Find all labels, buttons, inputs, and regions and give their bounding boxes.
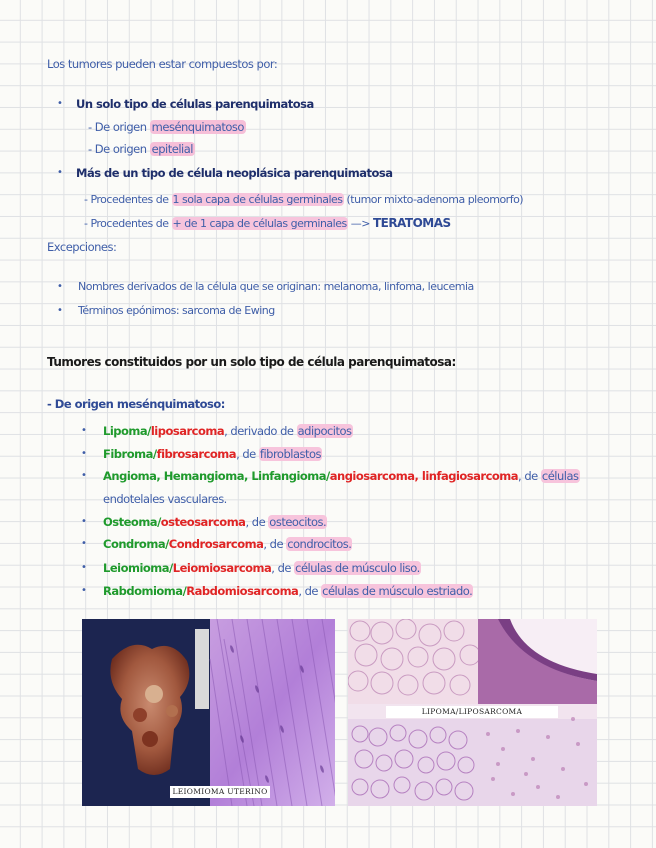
figure-caption-right: LIPOMA/LIPOSARCOMA [386,706,558,718]
tumor-origin: fibroblastos [259,447,322,461]
tumor-row [103,424,353,438]
bullet-icon: • [57,98,63,109]
list1-item2: Más de un tipo de célula neoplásica parenquimatosa [76,166,393,180]
list1-item1-sub2 [88,142,195,156]
tumor-separator: / [326,469,330,483]
tumor-benign: Fibroma [103,447,153,461]
tumor-malignant: fibrosarcoma [156,447,237,461]
tumor-separator: / [147,424,151,438]
tumor-row [103,561,421,575]
highlight-epitelial: epitelial [151,142,193,156]
tumor-malignant: Condrosarcoma [168,537,264,551]
tumor-benign: Angioma, Hemangioma, Linfangioma [103,469,327,483]
highlight-1-capa: 1 sola capa de células germinales [172,193,343,206]
highlight-mesenquimatoso: mesénquimatoso [151,120,244,134]
tumor-origin: células de músculo liso. [295,561,420,575]
tumor-origin: células de músculo estriado. [322,584,473,598]
tumor-row [103,537,352,551]
bullet-icon: • [81,538,87,549]
intro-text: Los tumores pueden estar compuestos por: [47,57,278,71]
sub-prefix: - De origen [88,120,150,134]
bullet-icon: • [57,281,63,292]
tumor-connector: , de [245,515,269,529]
bullet-icon: • [81,516,87,527]
tumor-row [103,515,327,529]
tumor-connector: , de [271,561,295,575]
tumor-separator: / [152,447,157,461]
tumor-benign: Rabdomioma [103,584,183,598]
tumor-separator: / [157,515,161,529]
tumor-benign: Lipoma [103,424,148,438]
tumor3-continuation: endotelales vasculares. [103,492,227,506]
tumor-row [103,447,322,461]
list1-item1-sub1 [88,120,246,134]
sub-prefix: - De origen [88,142,150,156]
bullet-icon: • [81,585,87,596]
arrow-text: —> [347,217,373,230]
tumor-connector: , de [263,537,287,551]
highlight-mas-1-capa: + de 1 capa de células germinales [172,217,347,230]
bullet-icon: • [81,562,87,573]
bullet-icon: • [57,167,63,178]
section-heading: Tumores constituidos por un solo tipo de célula parenquimatosa: [47,355,456,369]
tumor-malignant: angiosarcoma, linfagiosarcoma [329,469,519,483]
tumor-benign: Condroma [103,537,166,551]
bullet-icon: • [81,470,87,481]
sub-prefix: - Procedentes de [84,217,172,230]
list1-item1: Un solo tipo de células parenquimatosa [76,97,314,111]
tumor-malignant: osteosarcoma [160,515,246,529]
leiomioma-image [82,619,335,806]
tumor-row [103,584,473,598]
tumor-malignant: Rabdomiosarcoma [186,584,299,598]
teratomas-label: TERATOMAS [372,216,451,230]
tumor-connector: , de [236,447,259,461]
bullet-icon: • [81,448,87,459]
list1-item2-sub2 [84,216,451,230]
tumor-origin: adipocitos [297,424,352,438]
section-subheading: - De origen mesénquimatoso: [47,397,225,411]
tumor-benign: Leiomioma [103,561,170,575]
tumor-origin: células [541,469,579,483]
excepcion-item1: Nombres derivados de la célula que se originan: melanoma, linfoma, leucemia [78,280,474,293]
figure-lipoma [348,619,597,806]
tumor-connector: , de [518,469,541,483]
tumor-row [103,469,580,483]
tumor-origin: condrocitos. [287,537,352,551]
tumor-separator: / [182,584,187,598]
tumor-malignant: Leiomiosarcoma [172,561,272,575]
tumor-connector: , derivado de [224,424,297,438]
figure-caption-left: LEIOMIOMA UTERINO [170,786,270,798]
bullet-icon: • [57,305,63,316]
sub-suffix: (tumor mixto-adenoma pleomorfo) [343,193,524,206]
tumor-benign: Osteoma [103,515,158,529]
tumor-separator: / [165,537,169,551]
bullet-icon: • [81,425,87,436]
tumor-separator: / [169,561,173,575]
figure-leiomioma [82,619,335,806]
tumor-connector: , de [298,584,322,598]
tumor-origin: osteocitos. [269,515,327,529]
list1-item2-sub1 [84,193,523,206]
excepciones-title: Excepciones: [47,240,117,254]
sub-prefix: - Procedentes de [84,193,172,206]
excepcion-item2: Términos epónimos: sarcoma de Ewing [78,304,275,317]
tumor-malignant: liposarcoma [150,424,225,438]
